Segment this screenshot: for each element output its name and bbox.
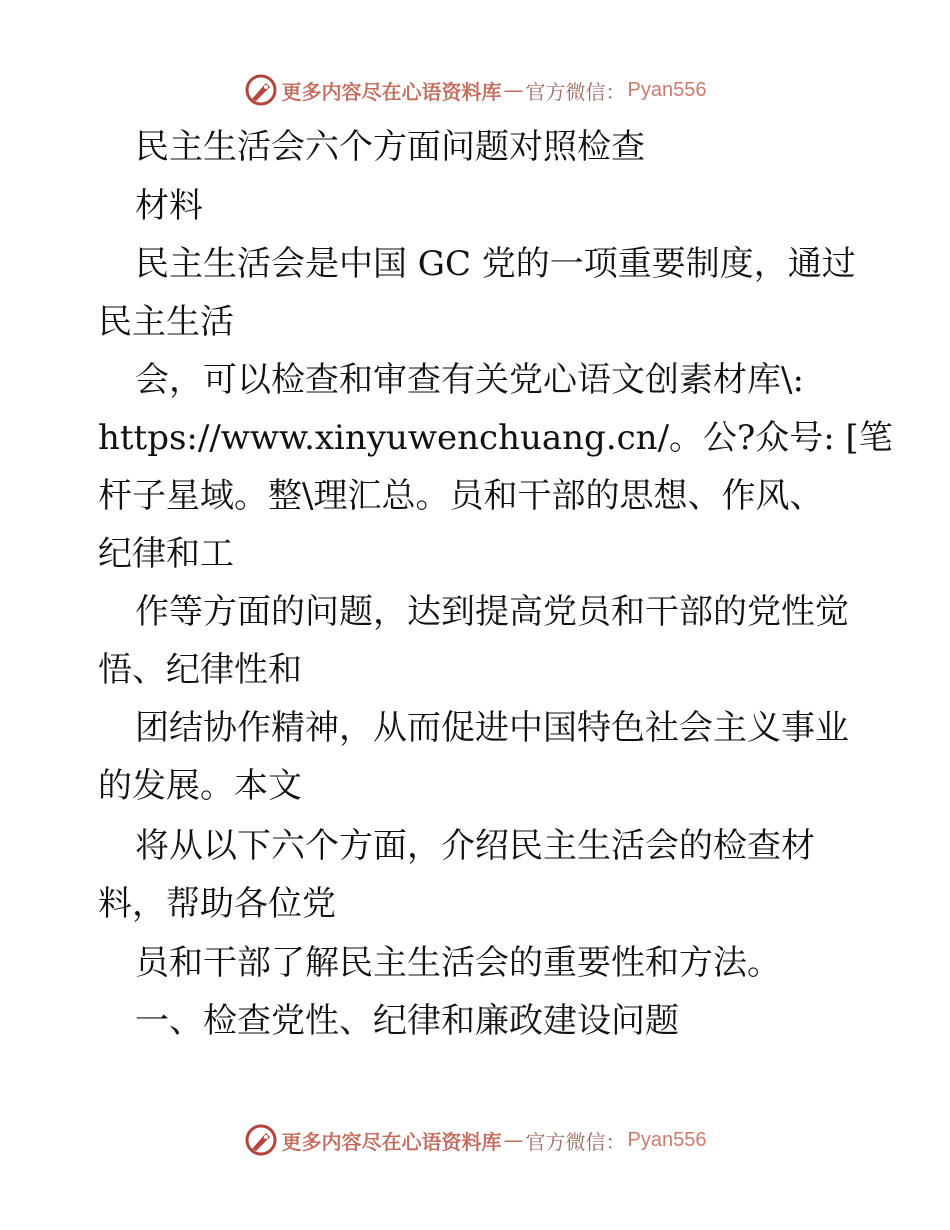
footer-label: 官方微信： <box>525 1129 626 1154</box>
paragraph-line: 民主生活会是中国 GC 党的一项重要制度，通过 <box>135 244 856 284</box>
header-dash: — <box>503 78 524 102</box>
pen-nib-circle-icon <box>244 1123 278 1157</box>
footer-text: 更多内容尽在心语资料库 <box>281 1129 502 1154</box>
header-label: 官方微信： <box>525 79 626 104</box>
doc-title-line-1: 民主生活会六个方面问题对照检查 <box>135 127 645 167</box>
footer-dash: — <box>503 1128 524 1152</box>
header-banner <box>0 70 950 110</box>
paragraph-line: 员和干部了解民主生活会的重要性和方法。 <box>135 943 781 983</box>
paragraph-line: 民主生活 <box>98 302 234 342</box>
paragraph-line: 将从以下六个方面，介绍民主生活会的检查材 <box>135 826 815 866</box>
paragraph-line: https://www.xinyuwenchuang.cn/。公?众号: [笔 <box>98 418 893 458</box>
paragraph-line: 纪律和工 <box>98 534 234 574</box>
footer-banner <box>0 1120 950 1160</box>
pen-nib-circle-icon <box>244 73 278 107</box>
paragraph-line: 杆子星域。整\理汇总。员和干部的思想、作风、 <box>98 476 824 516</box>
paragraph-line: 的发展。本文 <box>98 766 302 806</box>
paragraph-line: 悟、纪律性和 <box>98 650 302 690</box>
doc-title-line-2: 材料 <box>135 186 203 226</box>
paragraph-line: 作等方面的问题，达到提高党员和干部的党性觉 <box>135 592 849 632</box>
paragraph-line: 会，可以检查和审查有关党心语文创素材库\: <box>135 360 804 400</box>
header-wechat-id: Pyan556 <box>627 78 707 101</box>
section-heading: 一、检查党性、纪律和廉政建设问题 <box>135 1001 679 1041</box>
footer-wechat-id: Pyan556 <box>627 1128 707 1151</box>
header-text: 更多内容尽在心语资料库 <box>281 79 502 104</box>
paragraph-line: 料，帮助各位党 <box>98 884 336 924</box>
paragraph-line: 团结协作精神，从而促进中国特色社会主义事业 <box>135 708 849 748</box>
